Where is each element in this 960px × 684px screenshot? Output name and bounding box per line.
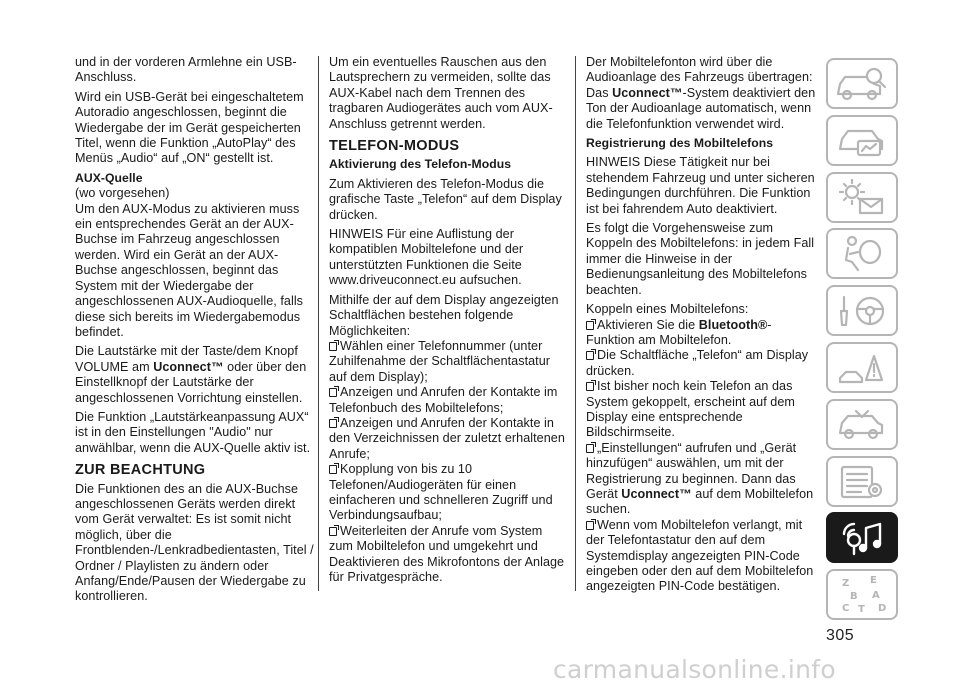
list-item [586,318,818,349]
airbag-icon [828,230,896,277]
list-item-text: Kopplung von bis zu 10 Telefonen/Audiogeräten für einen einfacheren und schnelleren Zugriff und Verbindungsaufbau; [329,462,553,523]
paragraph: und in der vorderen Armlehne ein USB-Anschluss. [75,55,297,85]
list-item-text: Wählen einer Telefonnummer (unter Zuhilfenahme der Schaltflächentastatur auf dem Display); [329,338,551,384]
index-letter: T [858,604,865,616]
list-item [586,441,818,518]
bullet-icon [586,321,594,330]
index-icon [828,571,896,618]
list-item-text: Anzeigen und Anrufen der Kontakte in den Verzeichnissen der zuletzt erhaltenen Anrufe; [329,415,565,461]
column-divider [318,56,319,591]
bullet-icon [329,465,337,474]
bullet-icon [329,419,337,428]
text-run: -Funktion am Mobiltelefon. [586,317,772,347]
paragraph: HINWEIS Diese Tätigkeit nur bei stehendem Fahrzeug und unter sicheren Bedingungen durchführen. Die Funktion ist bei fahrendem Auto deaktiviert. [586,155,815,216]
tab-index[interactable] [826,569,898,620]
text-run: Aktivieren Sie die [597,317,699,332]
brand-name: Uconnect™ [621,486,692,501]
paragraph: Die Funktionen des an die AUX-Buchse angeschlossenen Geräts werden direkt vom Gerät verwaltet: Es ist somit nicht möglich, über die Frontblenden-/Lenkradbedientasten, Titel / Ordner / Playlisten zu ändern oder Anfang/Ende/Pausen der Wiedergabe zu kontrollieren. [75,481,314,604]
column-middle [329,55,569,585]
index-letter: E [870,575,877,587]
tab-lights-messages[interactable] [826,172,898,223]
list-item-text: Ist bisher noch kein Telefon an das System gekoppelt, erscheint auf dem Display eine entsprechende Bildschirmseite. [586,379,795,440]
paragraph: Es folgt die Vorgehensweise zum Koppeln des Mobiltelefons: in jedem Fall immer die Hinweise in der Bedienungsanleitung des Mobiltelefons beachten. [586,221,815,297]
section-subheading: Aktivierung des Telefon-Modus [329,157,512,172]
paragraph [75,344,315,406]
list-item-text: Anzeigen und Anrufen der Kontakte im Telefonbuch des Mobiltelefons; [329,385,558,415]
list-item [329,385,569,416]
paragraph: Wird ein USB-Gerät bei eingeschaltetem Autoradio angeschlossen, beginnt die Wiedergabe der im Gerät gespeicherten Titel, wenn die Funktion „AutoPlay“ des Menüs „Audio“ auf „ON“ gestellt ist. [75,89,304,166]
tab-car-info[interactable] [826,58,898,109]
car-service-icon [828,401,896,448]
tab-car-dashboard[interactable] [826,115,898,166]
chapter-index-tabs [826,58,898,626]
list-item-text: Wenn vom Mobiltelefon verlangt, mit der Telefontastatur den auf dem Systemdisplay angezeigten PIN-Code eingeben oder den auf dem Mobiltelefon angezeigten PIN-Code bestätigen. [586,517,814,594]
page-number: 305 [826,627,855,644]
section-subheading: AUX-Quelle [75,170,143,185]
steering-wheel-icon [828,287,896,334]
tab-starting-driving[interactable] [826,285,898,336]
column-right [586,55,818,595]
brand-name: Uconnect™ [153,359,224,374]
text-run: Die Lautstärke mit der Taste/dem Knopf VOLUME am [75,344,298,374]
text-run: auf dem Mobiltelefon suchen. [586,486,814,517]
watermark: carmanualsonline.info [553,655,836,684]
list-item [329,524,569,586]
bullet-icon [586,444,594,453]
bullet-icon [586,382,594,391]
paragraph: Um ein eventuelles Rauschen aus den Lautsprechern zu vermeiden, sollte das AUX-Kabel nach dem Trennen des tragbaren Audiogerätes auch vom AUX-Anschluss getrennt werden. [329,55,553,131]
text-run: „Einstellungen“ aufrufen und „Gerät hinzufügen“ auswählen, um mit der Registrierung zu beginnen. Dann das Gerät [586,440,797,501]
paragraph: Die Funktion „Lautstärkeanpassung AUX“ ist in den Einstellungen "Audio" nur anwählbar, wenn die AUX-Quelle aktiv ist. [75,409,311,455]
bullet-icon [586,521,594,530]
tab-maintenance[interactable] [826,399,898,450]
brand-name: Bluetooth® [698,317,768,332]
list-item-text: Die Schaltfläche „Telefon“ am Display drücken. [586,348,809,378]
text-run: Der Mobiltelefonton wird über die Audioanlage des Fahrzeugs übertragen: Das [586,55,813,100]
list-item [329,416,569,462]
tab-technical-data[interactable] [826,456,898,507]
section-heading: TELEFON-MODUS [329,138,460,155]
tab-safety[interactable] [826,228,898,279]
paragraph [586,55,818,132]
light-envelope-icon [828,174,896,221]
index-letter: Z [842,578,850,590]
list-item [329,462,569,524]
tab-emergency[interactable] [826,342,898,393]
column-divider [575,56,576,591]
index-letter: B [850,591,858,603]
list-item [586,379,818,441]
paragraph: Zum Aktivieren des Telefon-Modus die grafische Taste „Telefon“ auf dem Display drücken. [329,176,562,222]
bullet-icon [586,351,594,360]
tab-multimedia[interactable] [826,512,898,563]
warning-triangle-icon [828,344,896,391]
car-dashboard-icon [828,117,896,164]
paragraph: HINWEIS Für eine Auflistung der kompatiblen Mobiltelefone und der unterstützten Funktionen die Seite www.driveuconnect.eu aufsuchen. [329,227,524,288]
section-subheading: Registrierung des Mobiltelefons [586,136,774,151]
text-run: -System deaktiviert den Ton der Audioanlage automatisch, wenn die Telefonfunktion verwendet wird. [586,85,816,131]
index-letter: C [842,603,850,615]
bullet-icon [329,388,337,397]
list-item [586,518,818,595]
list-item [586,348,818,379]
settings-list-icon [828,458,896,505]
column-left [75,55,315,609]
car-info-icon [828,60,896,107]
list-item-text: Weiterleiten der Anrufe vom System zum Mobiltelefon und umgekehrt und Deaktivieren des Mikrofontons der Anlage für Privatgespräche. [329,523,565,584]
section-heading: ZUR BEACHTUNG [75,462,206,479]
text-run: oder über den Einstellknopf der Lautstärke der angeschlossenen Vorrichtung einstellen. [75,359,307,405]
paragraph: (wo vorgesehen) [75,186,170,201]
paragraph: Mithilfe der auf dem Display angezeigten Schaltflächen bestehen folgende Möglichkeiten: [329,292,559,338]
bullet-icon [329,342,337,351]
list-item [329,339,569,385]
multimedia-icon [828,514,896,561]
brand-name: Uconnect™ [612,85,683,100]
paragraph: Um den AUX-Modus zu aktivieren muss ein entsprechendes Gerät an der AUX-Buchse im Fahrzeug angeschlossen werden. Wird ein Gerät an der AUX-Buchse angeschlossen, beginnt das System mit der Wiedergabe der angeschlossenen AUX-Audioquelle, falls diese sich bereits im Wiedergabemodus befindet. [75,201,304,339]
bullet-icon [329,527,337,536]
index-letter: A [872,590,880,602]
paragraph: Koppeln eines Mobiltelefons: [586,302,749,317]
index-letter: D [878,603,887,615]
